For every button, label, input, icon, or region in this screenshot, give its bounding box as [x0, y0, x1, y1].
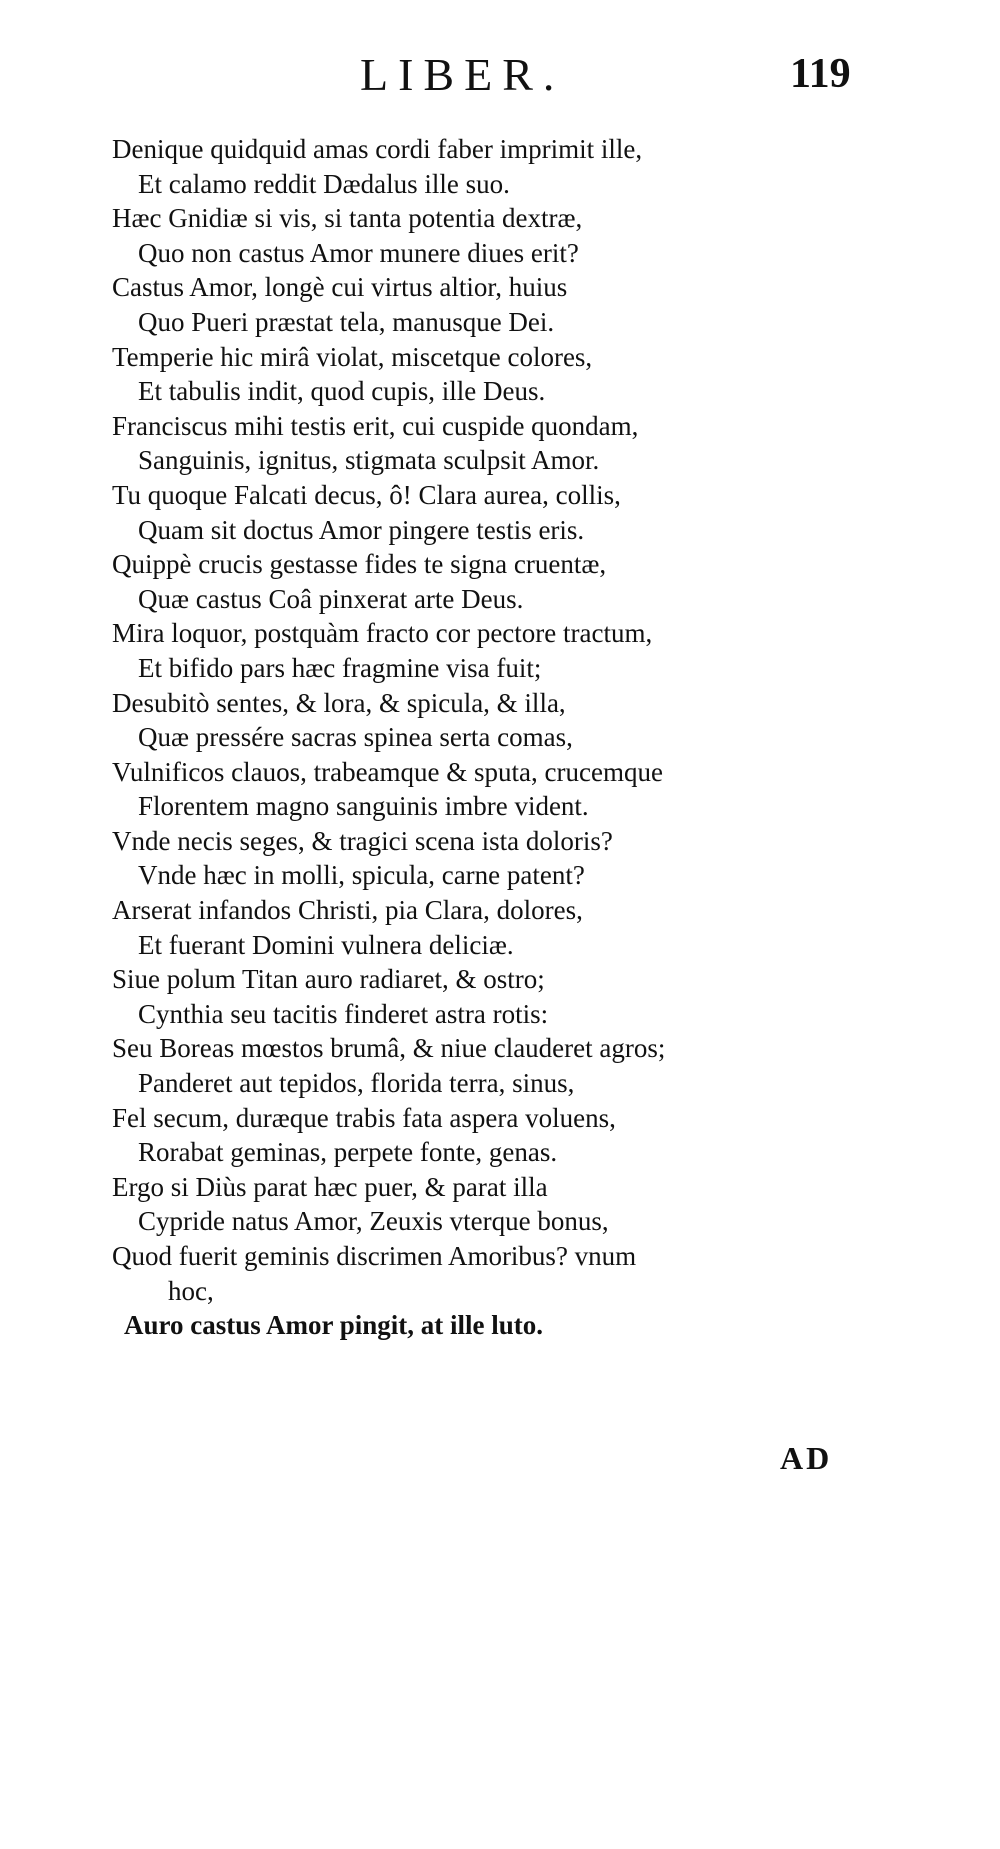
verse-line: Hæc Gnidiæ si vis, si tanta potentia dextræ, [112, 203, 583, 234]
running-title: LIBER. [360, 49, 565, 100]
verse-line: Arserat infandos Christi, pia Clara, dolores, [112, 895, 583, 926]
verse-line: hoc, [168, 1275, 214, 1306]
verse-line: Mira loquor, postquàm fracto cor pectore tractum, [112, 618, 653, 649]
verse-line: Tu quoque Falcati decus, ô! Clara aurea, collis, [112, 479, 621, 510]
verse-line: Panderet aut tepidos, florida terra, sinus, [138, 1068, 575, 1099]
verse-line: Quam sit doctus Amor pingere testis eris. [138, 514, 585, 545]
catchword: AD [780, 1440, 833, 1476]
verse-line: Rorabat geminas, perpete fonte, genas. [138, 1137, 558, 1168]
verse-line: Quo non castus Amor munere diues erit? [138, 237, 579, 268]
verse-line: Vnde hæc in molli, spicula, carne patent? [138, 860, 585, 891]
verse-line: Quæ pressére sacras spinea serta comas, [138, 722, 573, 753]
verse-line: Et tabulis indit, quod cupis, ille Deus. [138, 376, 546, 407]
verse-line: Et calamo reddit Dædalus ille suo. [138, 168, 510, 199]
verse-line: Castus Amor, longè cui virtus altior, huius [112, 272, 568, 303]
poem-text [0, 132, 1000, 1343]
verse-line: Cynthia seu tacitis finderet astra rotis: [138, 998, 549, 1029]
verse-line: Vulnificos clauos, trabeamque & sputa, crucemque [112, 756, 663, 787]
verse-line: Siue polum Titan auro radiaret, & ostro; [112, 964, 545, 995]
verse-line: Ergo si Diùs parat hæc puer, & parat illa [112, 1171, 548, 1202]
verse-line: Desubitò sentes, & lora, & spicula, & illa, [112, 687, 566, 718]
verse-line: Vnde necis seges, & tragici scena ista doloris? [112, 825, 613, 856]
verse-line: Cypride natus Amor, Zeuxis vterque bonus, [138, 1206, 609, 1237]
verse-line: Denique quidquid amas cordi faber imprimit ille, [112, 134, 643, 164]
verse-line: Et fuerant Domini vulnera deliciæ. [138, 929, 514, 960]
page-header [0, 48, 1000, 108]
verse-line: Florentem magno sanguinis imbre vident. [138, 791, 589, 822]
verse-line: Seu Boreas mœstos brumâ, & niue clauderet agros; [112, 1033, 666, 1064]
page-number: 119 [790, 51, 851, 97]
verse-line: Temperie hic mirâ violat, miscetque colores, [112, 341, 593, 372]
verse-line: Quo Pueri præstat tela, manusque Dei. [138, 306, 555, 337]
verse-line: Quæ castus Coâ pinxerat arte Deus. [138, 583, 524, 614]
verse-line: Fel secum, duræque trabis fata aspera voluens, [112, 1102, 616, 1133]
verse-line: Sanguinis, ignitus, stigmata sculpsit Amor. [138, 445, 600, 476]
verse-line: Franciscus mihi testis erit, cui cuspide quondam, [112, 410, 639, 441]
verse-line: Quod fuerit geminis discrimen Amoribus? vnum [112, 1241, 637, 1271]
verse-line: Et bifido pars hæc fragmine visa fuit; [138, 652, 542, 683]
verse-line: Quippè crucis gestasse fides te signa cruentæ, [112, 549, 607, 580]
verse-line: Auro castus Amor pingit, at ille luto. [124, 1310, 544, 1341]
